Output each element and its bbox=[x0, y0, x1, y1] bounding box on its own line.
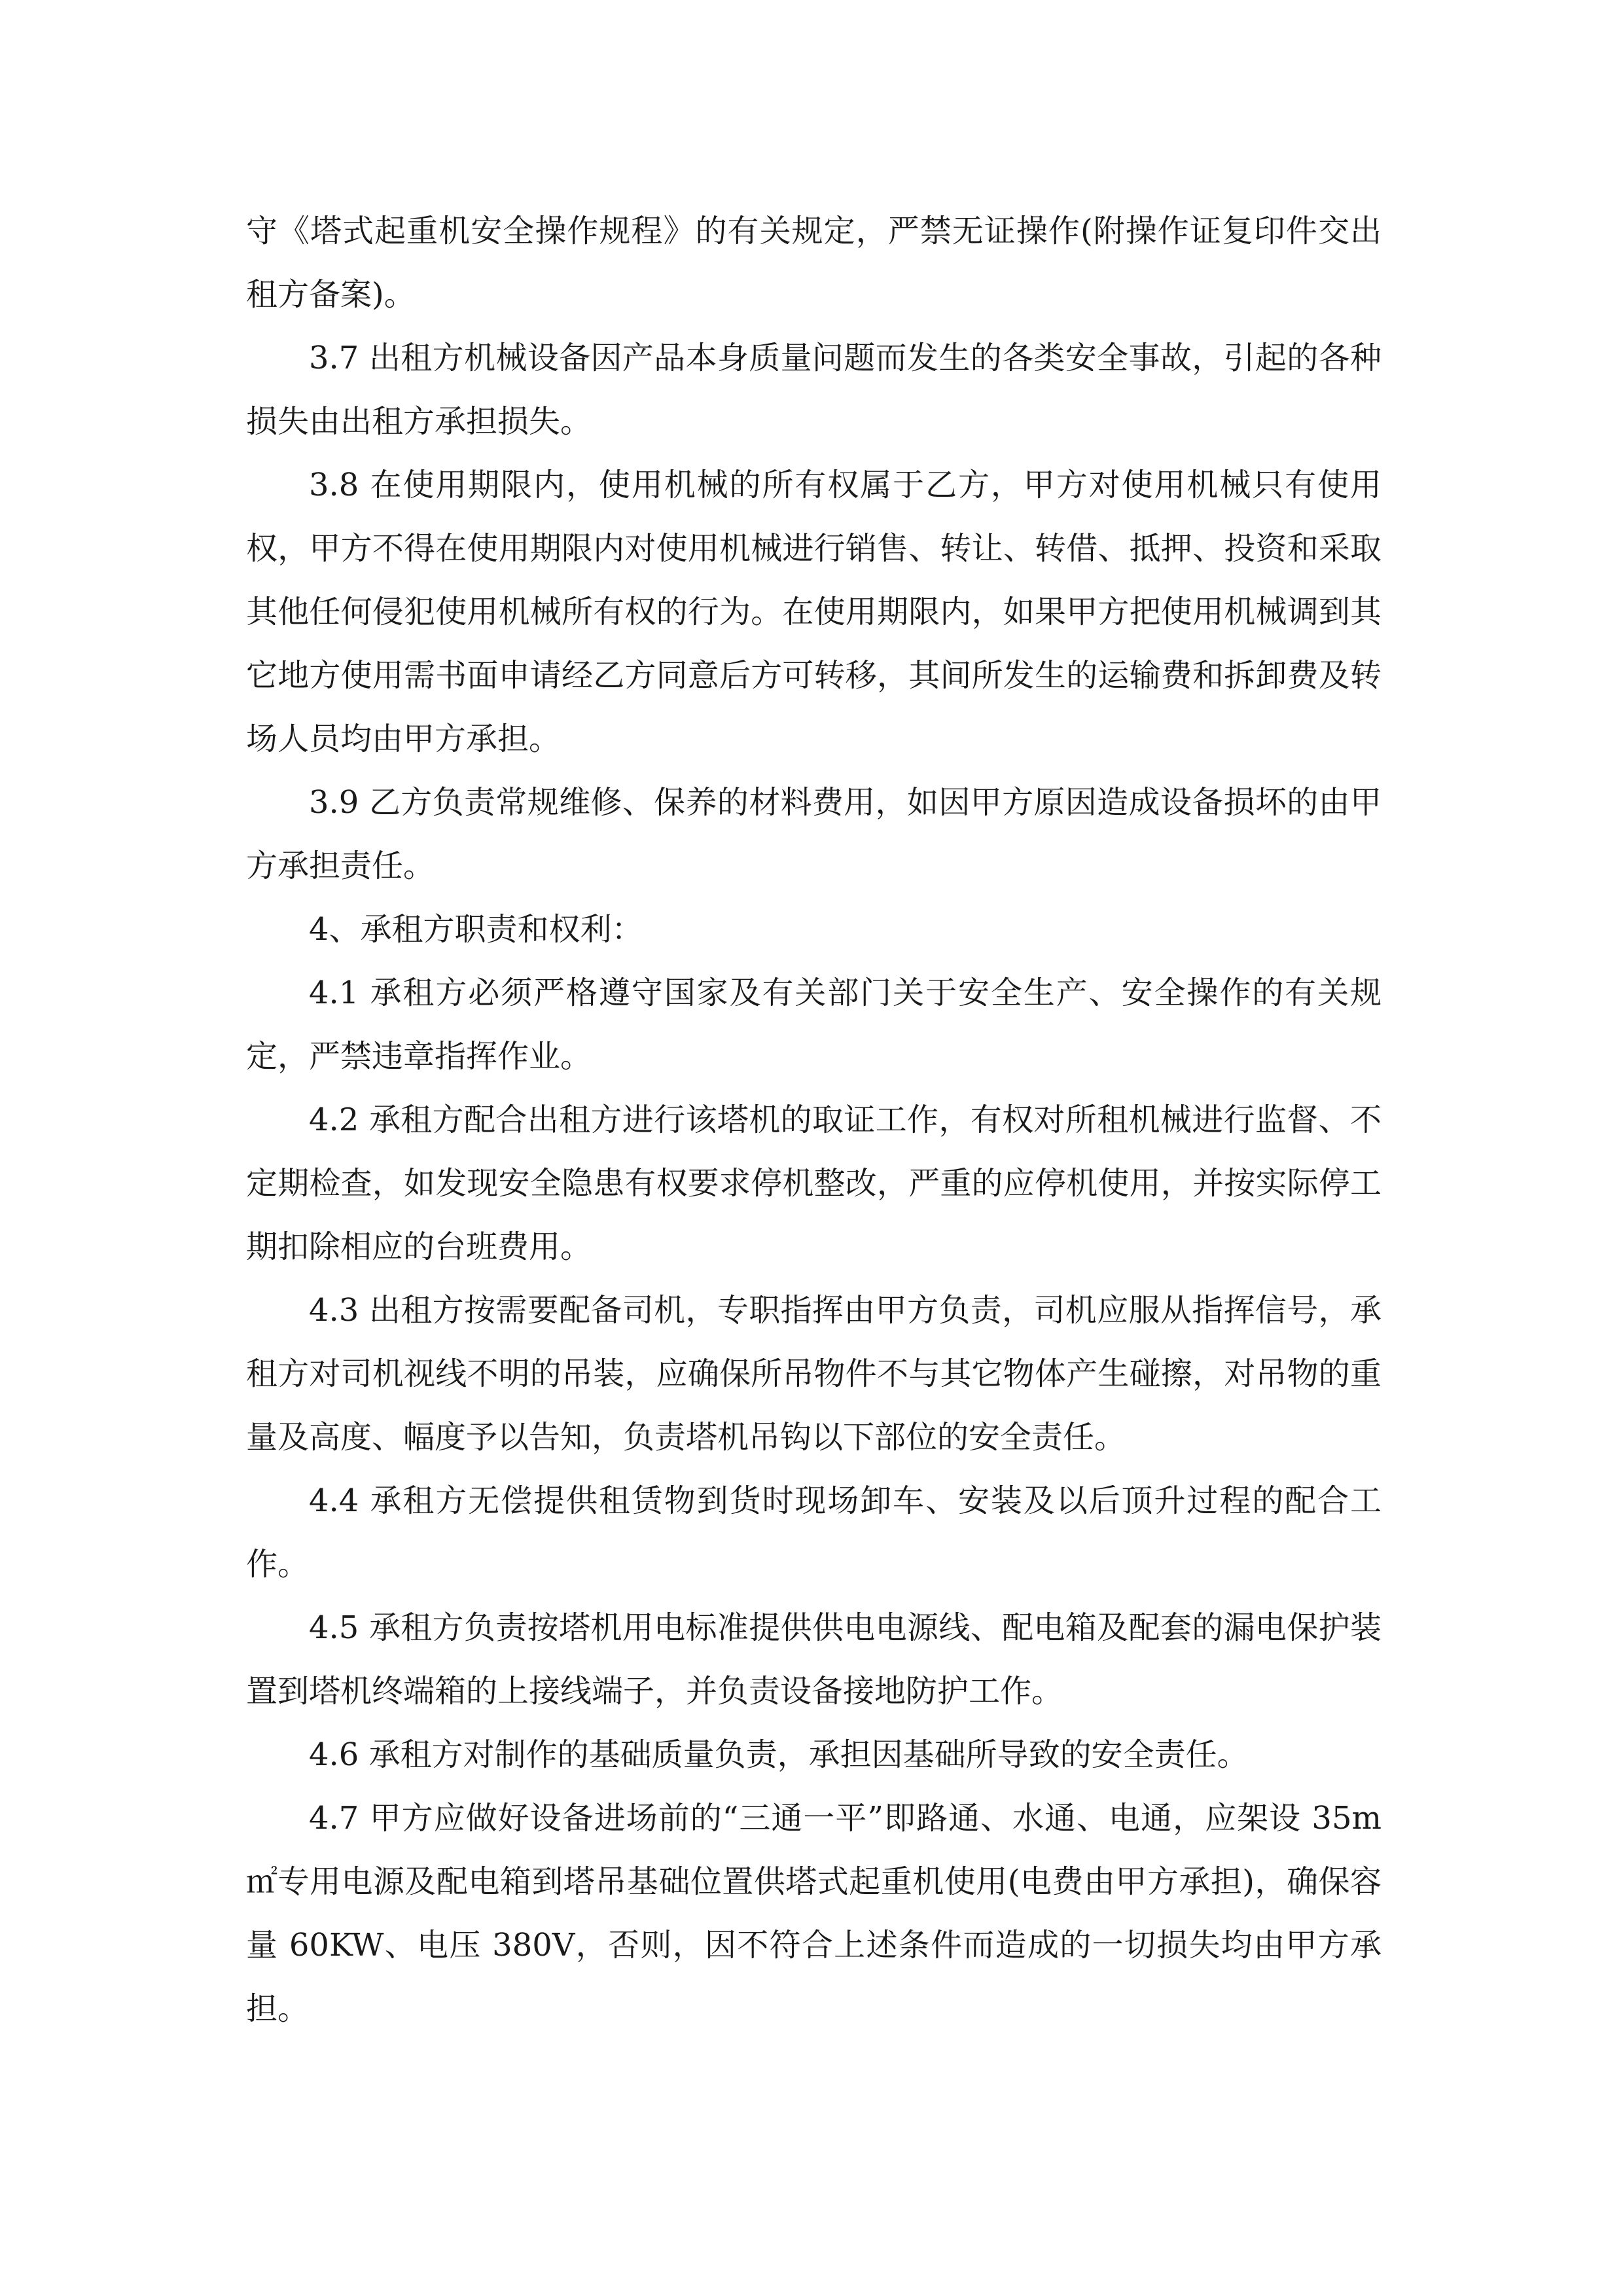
paragraph-3-9: 3.9 乙方负责常规维修、保养的材料费用，如因甲方原因造成设备损坏的由甲方承担责任。 bbox=[246, 784, 1382, 884]
paragraph-4-7: 4.7 甲方应做好设备进场前的“三通一平”即路通、水通、电通，应架设 35m㎡专用电源及配电箱到塔吊基础位置供塔式起重机使用(电费由甲方承担)，确保容量 60KW、电压 380V，否则，因不符合上述条件而造成的一切损失均由甲方承担。 bbox=[246, 1800, 1382, 2027]
section-heading-4: 4、承租方职责和权利： bbox=[309, 911, 643, 948]
paragraph-continuation: 守《塔式起重机安全操作规程》的有关规定，严禁无证操作(附操作证复印件交出租方备案)。 bbox=[246, 213, 1382, 313]
paragraph-4-2: 4.2 承租方配合出租方进行该塔机的取证工作，有权对所租机械进行监督、不定期检查，如发现安全隐患有权要求停机整改，严重的应停机使用，并按实际停工期扣除相应的台班费用。 bbox=[246, 1102, 1382, 1265]
paragraph-4-3: 4.3 出租方按需要配备司机，专职指挥由甲方负责，司机应服从指挥信号，承租方对司机视线不明的吊装，应确保所吊物件不与其它物体产生碰擦，对吊物的重量及高度、幅度予以告知，负责塔机吊钩以下部位的安全责任。 bbox=[246, 1292, 1382, 1456]
paragraph-4-6: 4.6 承租方对制作的基础质量负责，承担因基础所导致的安全责任。 bbox=[309, 1736, 1249, 1773]
paragraph-4-5: 4.5 承租方负责按塔机用电标准提供供电电源线、配电箱及配套的漏电保护装置到塔机终端箱的上接线端子，并负责设备接地防护工作。 bbox=[246, 1609, 1382, 1710]
paragraph-3-7: 3.7 出租方机械设备因产品本身质量问题而发生的各类安全事故，引起的各种损失由出租方承担损失。 bbox=[246, 340, 1382, 440]
paragraph-3-8: 3.8 在使用期限内，使用机械的所有权属于乙方，甲方对使用机械只有使用权，甲方不得在使用期限内对使用机械进行销售、转让、转借、抵押、投资和采取其他任何侵犯使用机械所有权的行为。在使用期限内，如果甲方把使用机械调到其它地方使用需书面申请经乙方同意后方可转移，其间所发生的运输费和拆卸费及转场人员均由甲方承担。 bbox=[246, 467, 1382, 757]
contract-body bbox=[246, 200, 1382, 2041]
paragraph-4-4: 4.4 承租方无偿提供租赁物到货时现场卸车、安装及以后顶升过程的配合工作。 bbox=[246, 1482, 1382, 1583]
paragraph-4-1: 4.1 承租方必须严格遵守国家及有关部门关于安全生产、安全操作的有关规定，严禁违章指挥作业。 bbox=[246, 975, 1382, 1075]
